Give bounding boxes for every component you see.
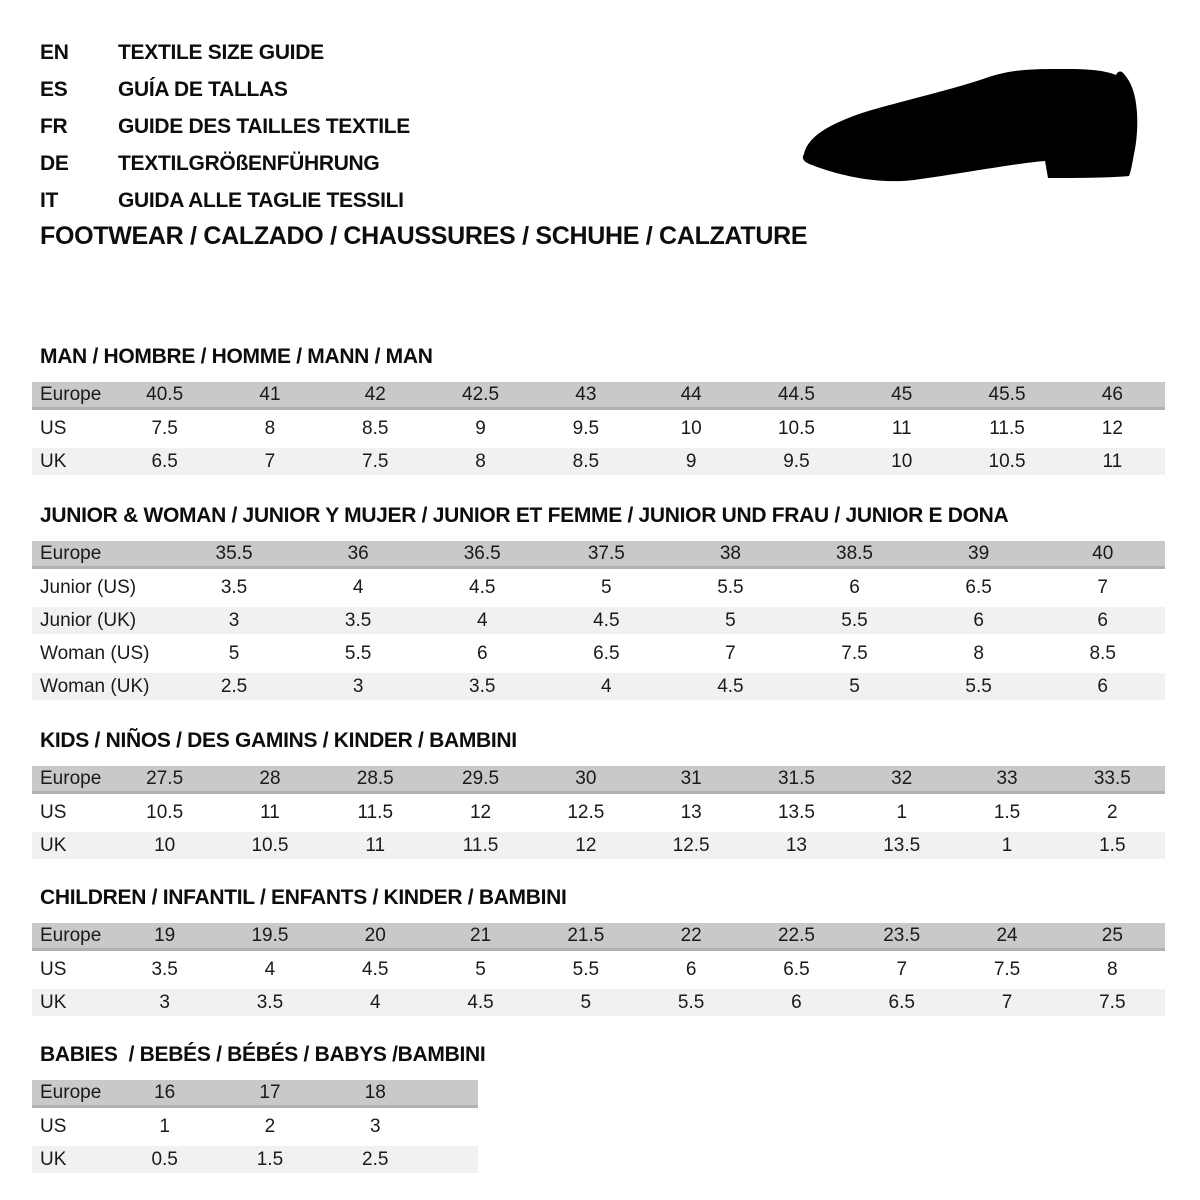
size-value-cell: 36 [347,542,369,564]
size-value-cell: 6 [476,642,488,664]
size-value-cell: 45.5 [988,383,1026,405]
row-label: US [40,1115,67,1137]
size-value-cell: 3.5 [151,958,178,980]
table-row [32,989,1165,1016]
size-table-children [32,923,1165,1016]
size-value-cell: 13 [785,834,807,856]
size-value-cell: 5.5 [572,958,600,980]
size-value-cell: 2 [264,1115,276,1137]
size-value-cell: 18 [364,1081,386,1103]
size-value-cell: 37.5 [587,542,625,564]
row-label: Junior (US) [40,576,137,598]
size-value-cell: 46 [1101,383,1123,405]
size-value-cell: 9.5 [783,450,810,472]
size-value-cell: 7.5 [993,958,1021,980]
size-value-cell: 16 [154,1081,176,1103]
section-man [32,344,1165,481]
table-row [32,832,1165,859]
size-value-cell: 11.5 [462,834,499,856]
size-value-cell: 4 [369,991,381,1013]
size-value-cell: 13.5 [777,801,815,823]
size-value-cell: 1 [1001,834,1013,856]
row-label: UK [40,1148,67,1170]
row-label: Junior (UK) [40,609,137,631]
size-value-cell: 12.5 [567,801,605,823]
row-label: Europe [40,1081,102,1103]
language-code: FR [40,115,68,138]
size-value-cell: 2.5 [220,675,248,697]
language-title: TEXTILE SIZE GUIDE [118,41,324,64]
size-value-cell: 19.5 [251,924,289,946]
row-label: US [40,417,67,439]
size-value-cell: 4 [601,675,612,697]
section-children [32,885,1165,1022]
row-label: US [40,801,67,823]
size-value-cell: 5 [725,609,736,631]
size-value-cell: 1.5 [256,1148,284,1170]
size-value-cell: 5 [849,675,860,697]
size-value-cell: 6 [1097,675,1108,697]
row-label: Woman (US) [40,642,150,664]
size-value-cell: 5 [601,576,612,598]
size-value-cell: 8 [264,417,276,439]
section-kids [32,728,1165,865]
section-title-man: MAN / HOMBRE / HOMME / MANN / MAN [40,345,433,368]
size-value-cell: 5.5 [965,675,992,697]
row-label: Woman (UK) [40,675,150,697]
size-value-cell: 3 [352,675,364,697]
category-title: FOOTWEAR / CALZADO / CHAUSSURES / SCHUHE / CALZATURE [40,222,808,250]
size-value-cell: 10.5 [988,450,1026,472]
size-value-cell: 6.5 [888,991,915,1013]
size-value-cell: 6.5 [783,958,810,980]
size-value-cell: 6 [685,958,697,980]
size-value-cell: 6 [791,991,802,1013]
size-value-cell: 31.5 [777,767,815,789]
size-value-cell: 5.5 [344,642,372,664]
size-value-cell: 8 [1107,958,1118,980]
size-value-cell: 7.5 [1099,991,1126,1013]
size-value-cell: 10 [680,417,702,439]
language-title-list [40,34,410,219]
table-row [32,799,1165,826]
language-code: EN [40,41,69,64]
language-row [40,182,410,219]
size-value-cell: 42 [364,383,386,405]
size-value-cell: 33.5 [1093,767,1131,789]
size-value-cell: 44 [680,383,702,405]
size-value-cell: 7 [725,642,736,664]
size-value-cell: 43 [575,383,597,405]
row-label: Europe [40,924,102,946]
size-value-cell: 29.5 [462,767,500,789]
size-value-cell: 1 [896,801,908,823]
size-value-cell: 4 [476,609,488,631]
table-row [32,382,1165,410]
table-row [32,923,1165,951]
size-value-cell: 28.5 [356,767,394,789]
size-value-cell: 4.5 [593,609,620,631]
language-code: DE [40,152,69,175]
section-title-children: CHILDREN / INFANTIL / ENFANTS / KINDER / BAMBINI [40,886,567,909]
size-value-cell: 20 [364,924,386,946]
size-value-cell: 31 [680,767,702,789]
size-value-cell: 28 [259,767,281,789]
size-value-cell: 2 [1107,801,1118,823]
size-value-cell: 23.5 [883,924,921,946]
section-junior-woman [32,503,1165,706]
size-value-cell: 40.5 [146,383,184,405]
table-row [32,766,1165,794]
size-value-cell: 12 [469,801,492,823]
size-value-cell: 42.5 [462,383,500,405]
size-value-cell: 4.5 [469,576,496,598]
table-row [32,541,1165,569]
size-value-cell: 5.5 [677,991,705,1013]
size-value-cell: 32 [891,767,913,789]
size-value-cell: 22.5 [777,924,815,946]
size-table-junior-woman [32,541,1165,700]
size-value-cell: 4.5 [717,675,744,697]
size-value-cell: 8.5 [1089,642,1116,664]
size-value-cell: 9.5 [572,417,600,439]
size-value-cell: 30 [575,767,597,789]
size-value-cell: 6.5 [593,642,620,664]
size-value-cell: 6 [973,609,984,631]
size-table-babies [32,1080,478,1173]
size-value-cell: 5.5 [841,609,868,631]
size-value-cell: 24 [996,924,1018,946]
size-value-cell: 33 [996,767,1018,789]
size-value-cell: 25 [1101,924,1123,946]
language-row [40,108,410,145]
size-value-cell: 5 [228,642,240,664]
size-value-cell: 3.5 [256,991,284,1013]
table-row [32,956,1165,983]
size-table-man [32,382,1165,475]
size-value-cell: 12 [1101,417,1123,439]
section-babies [32,1042,485,1179]
size-value-cell: 9 [685,450,697,472]
section-title-junior-woman: JUNIOR & WOMAN / JUNIOR Y MUJER / JUNIOR ET FEMME / JUNIOR UND FRAU / JUNIOR E DONA [40,504,1009,527]
size-value-cell: 7.5 [362,450,389,472]
size-value-cell: 7.5 [841,642,868,664]
language-row [40,71,410,108]
size-value-cell: 38 [719,542,741,564]
row-label: UK [40,834,67,856]
size-value-cell: 11 [891,417,912,439]
size-value-cell: 10 [891,450,913,472]
size-value-cell: 1.5 [993,801,1021,823]
table-row [32,1113,478,1140]
size-value-cell: 19 [154,924,176,946]
table-row [32,415,1165,442]
section-title-kids: KIDS / NIÑOS / DES GAMINS / KINDER / BAMBINI [40,729,517,752]
size-value-cell: 8 [973,642,984,664]
row-label: Europe [40,542,102,564]
row-label: UK [40,991,67,1013]
size-value-cell: 12 [575,834,597,856]
size-value-cell: 3.5 [344,609,372,631]
size-value-cell: 13.5 [883,834,921,856]
size-value-cell: 8 [475,450,486,472]
row-label: Europe [40,767,102,789]
size-value-cell: 5 [475,958,486,980]
size-value-cell: 39 [968,542,990,564]
size-value-cell: 7 [1001,991,1013,1013]
size-value-cell: 40 [1092,542,1114,564]
size-value-cell: 13 [680,801,702,823]
language-row [40,145,410,182]
size-value-cell: 6.5 [151,450,178,472]
size-value-cell: 35.5 [215,542,253,564]
size-value-cell: 41 [259,383,281,405]
size-value-cell: 11.5 [357,801,394,823]
size-value-cell: 7 [1097,576,1108,598]
table-row [32,448,1165,475]
size-value-cell: 3 [159,991,170,1013]
size-value-cell: 8.5 [362,417,389,439]
size-value-cell: 7 [264,450,276,472]
size-value-cell: 6.5 [965,576,992,598]
size-value-cell: 10 [154,834,176,856]
table-row [32,1080,478,1108]
table-row [32,640,1165,667]
size-value-cell: 4 [264,958,276,980]
size-value-cell: 9 [475,417,486,439]
size-value-cell: 0.5 [151,1148,178,1170]
size-value-cell: 11 [1102,450,1123,472]
language-title: GUÍA DE TALLAS [118,78,288,101]
size-value-cell: 1 [159,1115,170,1137]
dress-shoe-icon [780,50,1200,230]
language-title: GUIDA ALLE TAGLIE TESSILI [118,189,404,212]
size-value-cell: 21.5 [567,924,605,946]
size-value-cell: 3.5 [220,576,248,598]
size-value-cell: 45 [891,383,913,405]
size-value-cell: 7.5 [151,417,178,439]
size-value-cell: 12.5 [672,834,710,856]
size-value-cell: 2.5 [362,1148,389,1170]
table-row [32,574,1165,601]
size-value-cell: 27.5 [146,767,184,789]
table-row [32,1146,478,1173]
size-value-cell: 17 [259,1081,281,1103]
size-value-cell: 8.5 [572,450,600,472]
size-value-cell: 5 [580,991,592,1013]
row-label: US [40,958,67,980]
size-value-cell: 3 [228,609,240,631]
size-value-cell: 4.5 [467,991,494,1013]
language-title: GUIDE DES TAILLES TEXTILE [118,115,410,138]
size-table-kids [32,766,1165,859]
language-code: IT [40,189,59,212]
size-value-cell: 11 [260,801,280,823]
size-value-cell: 10.5 [146,801,184,823]
language-title: TEXTILGRÖßENFÜHRUNG [118,152,380,175]
size-value-cell: 6 [1097,609,1108,631]
size-value-cell: 36.5 [463,542,501,564]
size-value-cell: 38.5 [836,542,873,564]
section-title-babies: BABIES / BEBÉS / BÉBÉS / BABYS /BAMBINI [40,1043,486,1066]
row-label: UK [40,450,67,472]
size-value-cell: 22 [680,924,702,946]
row-label: Europe [40,383,102,405]
size-value-cell: 6 [849,576,860,598]
size-value-cell: 21 [469,924,492,946]
size-value-cell: 4 [352,576,364,598]
size-value-cell: 4.5 [362,958,389,980]
language-row [40,34,410,71]
size-value-cell: 10.5 [251,834,289,856]
size-value-cell: 5.5 [717,576,744,598]
size-value-cell: 1.5 [1099,834,1126,856]
table-row [32,673,1165,700]
size-value-cell: 11.5 [989,417,1025,439]
size-value-cell: 7 [896,958,908,980]
size-value-cell: 3.5 [469,675,496,697]
size-value-cell: 3 [369,1115,381,1137]
language-code: ES [40,78,68,101]
size-value-cell: 11 [365,834,386,856]
size-value-cell: 10.5 [777,417,815,439]
size-value-cell: 44.5 [777,383,815,405]
table-row [32,607,1165,634]
